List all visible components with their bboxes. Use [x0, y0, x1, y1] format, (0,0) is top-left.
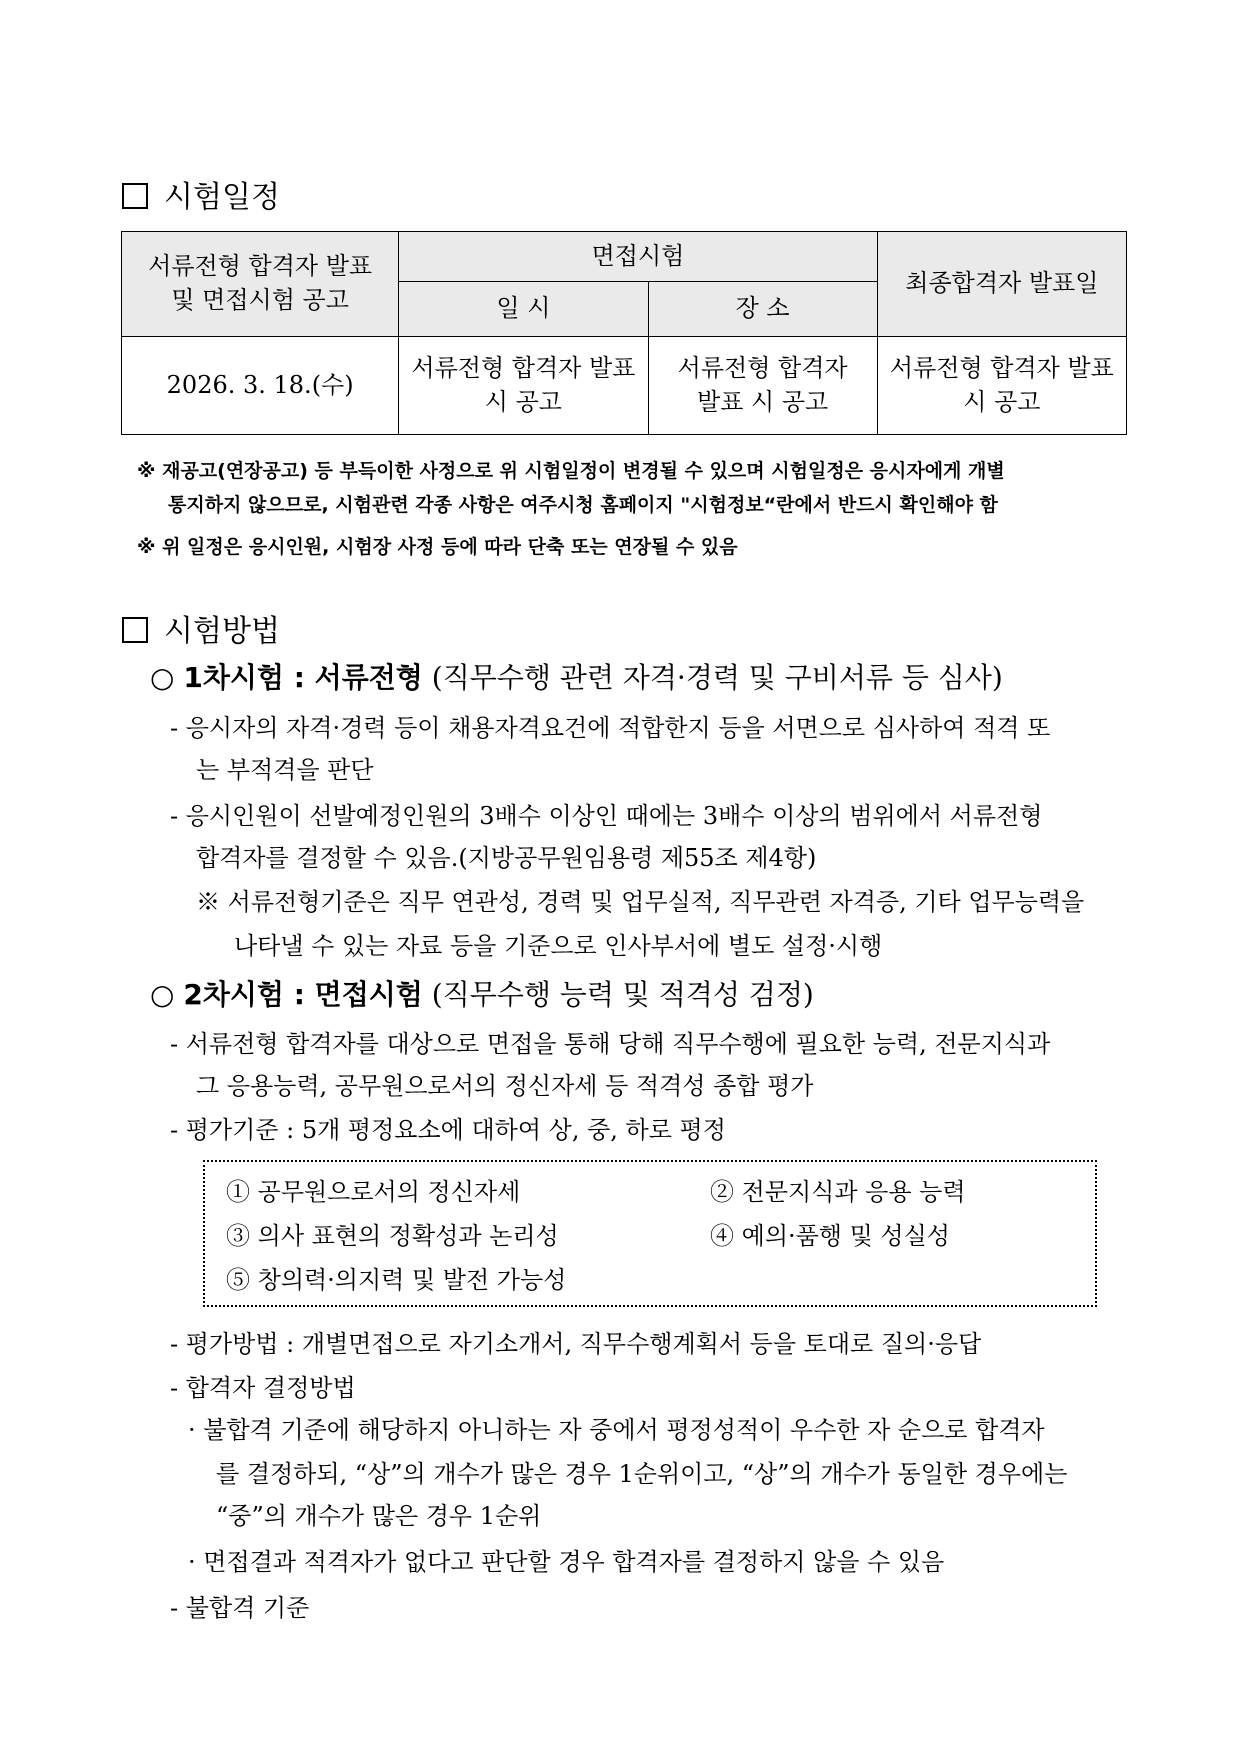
body-line: ※ 서류전형기준은 직무 연관성, 경력 및 업무실적, 직무관련 자격증, 기타 업무능력을	[196, 888, 1085, 916]
schedule-note: 통지하지 않으므로, 시험관련 각종 사항은 여주시청 홈페이지 "시험정보“란에서 반드시 확인해야 함	[168, 494, 998, 516]
body-line: · 면접결과 적격자가 없다고 판단할 경우 합격자를 결정하지 않을 수 있음	[188, 1548, 945, 1576]
body-line: 그 응용능력, 공무원으로서의 정신자세 등 적격성 종합 평가	[196, 1072, 814, 1100]
cell-interview-date: 서류전형 합격자 발표 시 공고	[399, 337, 648, 435]
header-date: 일 시	[399, 282, 648, 337]
cell-doc-result-date: 2026. 3. 18.(수)	[122, 337, 399, 435]
schedule-table	[121, 231, 1127, 435]
method-section-title: 시험방법	[122, 606, 280, 650]
body-line: - 서류전형 합격자를 대상으로 면접을 통해 당해 직무수행에 필요한 능력, 전문지식과	[170, 1030, 1051, 1058]
header-final: 최종합격자 발표일	[877, 232, 1126, 337]
body-line: - 응시인원이 선발예정인원의 3배수 이상인 때에는 3배수 이상의 범위에서 서류전형	[170, 802, 1043, 830]
cell-final-date: 서류전형 합격자 발표 시 공고	[877, 337, 1126, 435]
body-line: · 불합격 기준에 해당하지 아니하는 자 중에서 평정성적이 우수한 자 순으로 합격자	[188, 1416, 1045, 1444]
body-line: “중”의 개수가 많은 경우 1순위	[216, 1502, 542, 1530]
body-line: 나타낼 수 있는 자료 등을 기준으로 인사부서에 별도 설정·시행	[234, 932, 883, 960]
body-line: 는 부적격을 판단	[196, 756, 374, 784]
circle-bullet-icon: ○	[150, 661, 175, 694]
header-place: 장 소	[648, 282, 877, 337]
criteria-item: ④ 예의·품행 및 성실성	[710, 1222, 950, 1250]
body-line: - 합격자 결정방법	[170, 1374, 356, 1402]
body-line: - 평가방법 : 개별면접으로 자기소개서, 직무수행계획서 등을 토대로 질의·응답	[170, 1330, 982, 1358]
schedule-note: ※ 위 일정은 응시인원, 시험장 사정 등에 따라 단축 또는 연장될 수 있음	[137, 536, 738, 558]
cell-interview-place: 서류전형 합격자 발표 시 공고	[648, 337, 877, 435]
header-interview: 면접시험	[399, 232, 877, 282]
header-doc-result: 서류전형 합격자 발표 및 면접시험 공고	[122, 232, 399, 337]
body-line: - 평가기준 : 5개 평정요소에 대하여 상, 중, 하로 평정	[170, 1116, 726, 1144]
body-line: - 응시자의 자격·경력 등이 채용자격요건에 적합한지 등을 서면으로 심사하여 적격 또	[170, 714, 1051, 742]
body-line: 합격자를 결정할 수 있음.(지방공무원임용령 제55조 제4항)	[196, 844, 817, 872]
circle-bullet-icon: ○	[150, 978, 175, 1011]
first-exam-heading: ○ 1차시험 : 서류전형 (직무수행 관련 자격·경력 및 구비서류 등 심사)	[150, 661, 1003, 694]
criteria-item: ② 전문지식과 응용 능력	[710, 1178, 966, 1206]
schedule-note: ※ 재공고(연장공고) 등 부득이한 사정으로 위 시험일정이 변경될 수 있으며 시험일정은 응시자에게 개별	[137, 460, 1005, 482]
criteria-item: ③ 의사 표현의 정확성과 논리성	[226, 1222, 559, 1250]
schedule-section-title: 시험일정	[122, 172, 280, 216]
body-line: 를 결정하되, “상”의 개수가 많은 경우 1순위이고, “상”의 개수가 동일한 경우에는	[216, 1460, 1068, 1488]
criteria-item: ⑤ 창의력·의지력 및 발전 가능성	[226, 1266, 567, 1294]
body-line: - 불합격 기준	[170, 1594, 310, 1622]
criteria-item: ① 공무원으로서의 정신자세	[226, 1178, 521, 1206]
square-bullet-icon	[122, 617, 148, 643]
square-bullet-icon	[122, 183, 148, 209]
second-exam-heading: ○ 2차시험 : 면접시험 (직무수행 능력 및 적격성 검정)	[150, 978, 814, 1011]
